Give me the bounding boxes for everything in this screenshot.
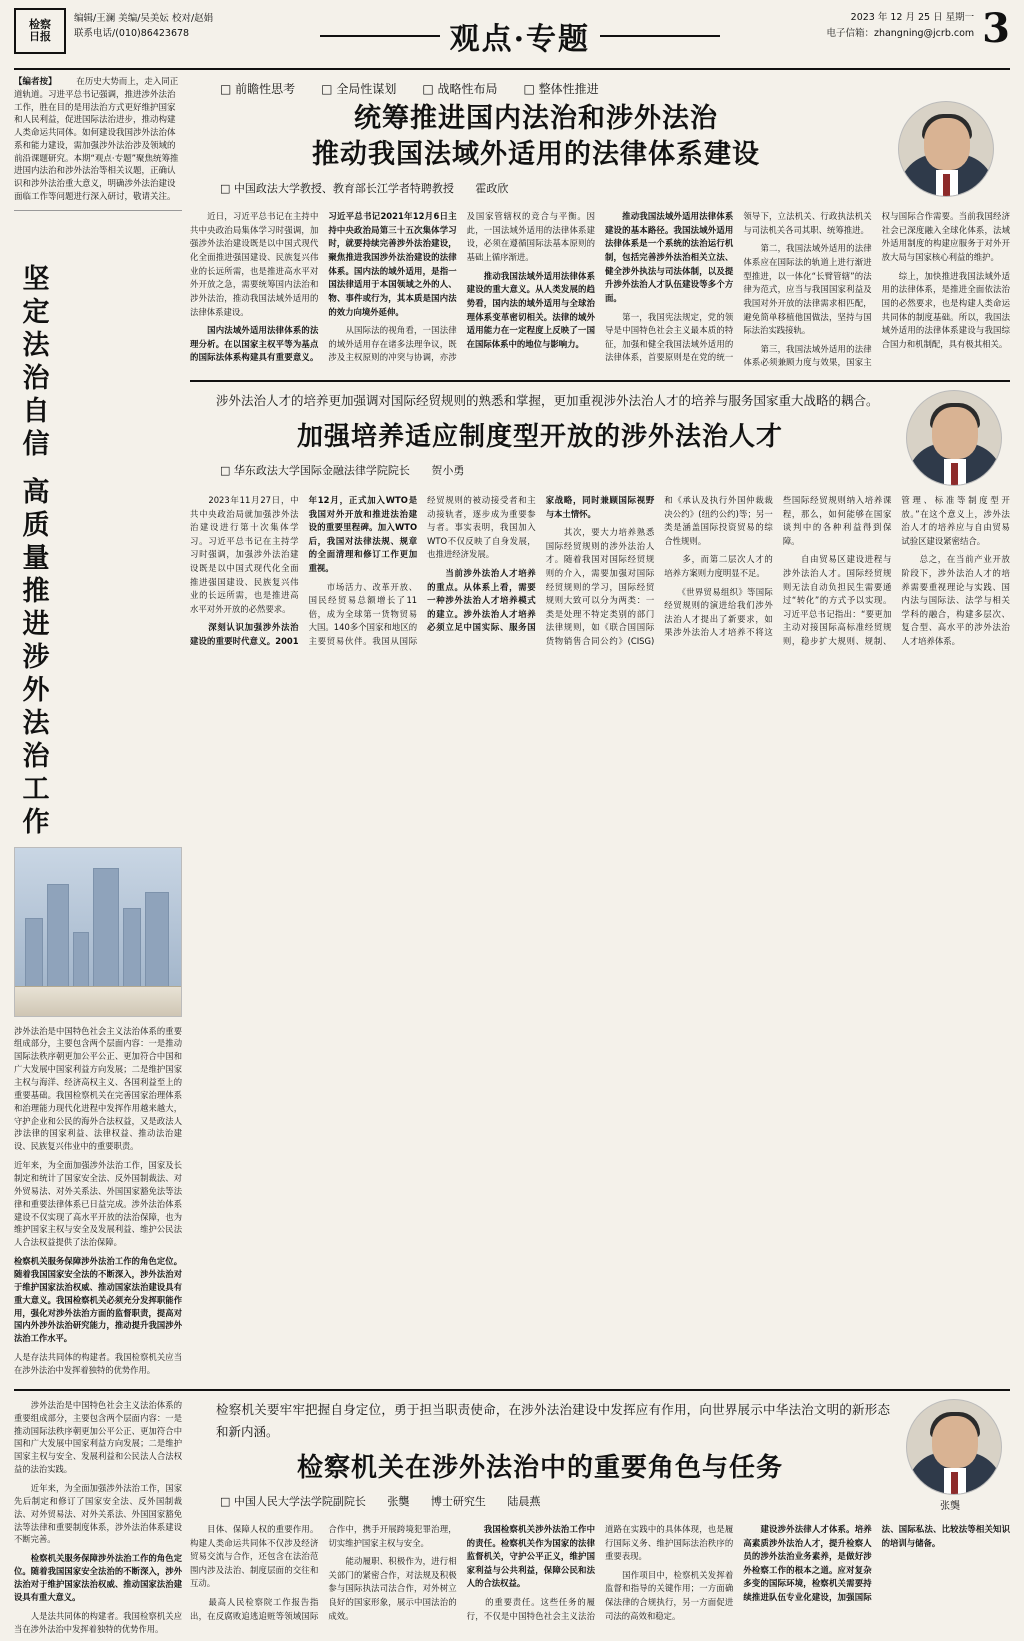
main-articles: [190, 76, 1010, 1383]
article-1-portrait: [898, 101, 994, 197]
article-2-body: [190, 494, 1010, 649]
article-2: [190, 380, 1010, 649]
article-2-p8: 总之，在当前产业开放阶段下，涉外法治人才的培养需要重视理论与实践、国内法与国际法、法学与相关学科的融合，构建多层次、复合型、高水平的涉外法治人才培养体系。: [901, 554, 1010, 647]
article-1-body: [190, 210, 1010, 370]
article-2-portrait-col: [890, 390, 1010, 486]
masthead: [14, 5, 1010, 70]
article-3-p0: 目体、保障人权的重要作用。构建人类命运共同体不仅涉及经济贸易交流与合作，还包含在法治范围内涉及法治、制度层面的交往和互动。: [190, 1523, 319, 1589]
article-3-p6: 建设涉外法律人才体系。培养高素质涉外法治人才，提升检察人员的涉外法治业务素养，是做好涉外检察工作的根本之道。应对复杂多变的国际环境，检察机关需要持续推进队伍专业化建设，加强国际法、国际私法、比较法等相关知识的培训与储备。: [743, 1523, 1010, 1602]
credits-line-2: 联系电话/(010)86423678: [74, 27, 190, 39]
article-1-p1: 国内法域外适用法律体系的法理分析。在以国家主权平等为基点的国际法体系构建具有重要意义。习近平总书记2021年12月6日主持中央政治局第三十五次集体学习时，就要持续完善涉外法治建设，聚焦推进我国涉外法治建设的法律体系。国内法的域外适用，是指一国法律适用于本国领域之外的人、物、事件或行为，其本质是国内法的效力向境外延伸。: [190, 211, 457, 363]
article-2-portrait: [906, 390, 1002, 486]
article-3: [190, 1399, 1010, 1641]
article-3-portrait-col: [890, 1399, 1010, 1512]
article-2-p0: 2023年11月27日，中共中央政治局就加强涉外法治建设进行第十次集体学习。习近平总书记在主持学习时强调，加强涉外法治建设既是以中国式现代化全面推进强国建设、民族复兴伟业的长远所需，也是推进高水平对外开放的必然要求。: [190, 494, 299, 614]
issue-date: 2023 年 12 月 25 日 星期一: [850, 12, 975, 23]
article-3-p4: 的重要责任。这些任务的履行，不仅是中国特色社会主义法治道路在实践中的具体体现，也是履行国际义务、维护国际法治秩序的重要表现。: [466, 1523, 734, 1621]
section-title: 观点·专题: [449, 22, 591, 57]
article-3-author2-role: 博士研究生: [430, 1494, 486, 1508]
staff-credits: [74, 8, 213, 41]
article-1-byline-role: 中国政法大学教授、教育部长江学者特聘教授: [233, 182, 454, 196]
article-2-p6: 《世界贸易组织》等国际经贸规则的演进给我们涉外法治人才提出了新要求，如果涉外法治人才培养不将这些国际经贸规则纳入培养课程，那么，如何能够在国家谈判中的各种利益得到保障。: [664, 494, 892, 638]
article-3-byline: [220, 1493, 890, 1509]
article-1-p8: 综上，加快推进我国法域外适用的法律体系，是推进全面依法治国的必然要求，也是构建人类命运共同体的制度基础。所以，我国法域外适用的法律体系建设与我国综合国力和机制配，具有极其相关。: [881, 270, 1010, 349]
left-lower-p3: 人是存法共同体的构建者。我国检察机关应当在涉外法治中发挥着独特的优势作用。: [14, 1352, 182, 1375]
contact-email: 电子信箱：zhangning@jcrb.com: [826, 28, 975, 40]
article-1-author: 霍政欣: [475, 182, 509, 196]
left-lower-p0: 涉外法治是中国特色社会主义法治体系的重要组成部分，主要包含两个层面内容：一是推动国际法秩序朝更加公平公正、更加符合中国和广大发展中国家利益方向发展；二是维护国家主权与海洋、经济高权主义、各国利益至上的重要基础。我国检察机关在完善国家治理体系和治理能力现代化进程中发挥作用越来越大，守护企业和公民的海外合法权益，又是政法人涉法律的国家利益、法律权益、推动法治建设、民族复兴伟业中的重要职责。: [14, 1025, 182, 1152]
article-3-p1: 最高人民检察院工作报告指出，在反腐败追逃追赃等领域国际合作中，携手开展跨境犯罪治理，切实维护国家主权与安全。: [190, 1523, 457, 1621]
title-rule-right: [600, 35, 720, 37]
bottom-left-p2: 检察机关服务保障涉外法治工作的角色定位。随着我国国家安全法治的不断深入，涉外法治对于维护国家法治权威、推动国家法治建设具有重大意义。: [14, 1553, 182, 1602]
article-2-p4: 其次，要大力培养熟悉国际经贸规则的涉外法治人才。随着我国对国际经贸规则的介入，需要加强对国际经贸规则的学习，国际经贸规则大致可以分为两类：一类是处理不特定类别的部门法律规则，如《联合国国际货物销售合同公约》(CISG)和《承认及执行外国仲裁裁决公约》(纽约公约)等；另一类是涵盖国际投资贸易的综合性规则。: [545, 494, 773, 647]
left-feature-column: [14, 76, 182, 1383]
logo-line-1: 检察: [29, 18, 51, 32]
title-rule-left: [320, 35, 440, 37]
kicker-1: □ 全局性谋划: [321, 80, 396, 97]
page-body: [14, 76, 1010, 1383]
article-3-p2: 能动履职、积极作为，进行相关部门的紧密合作，对法规及积极参与国际执法司法合作，对外树立良好的国家形象，展示中国法治的成效。: [328, 1556, 457, 1621]
article-2-lead: 涉外法治人才的培养更加强调对国际经贸规则的熟悉和掌握，更加重视涉外法治人才的培养与服务国家重大战略的耦合。: [216, 392, 879, 408]
left-lower-text: [14, 1025, 182, 1377]
article-2-byline-role: 华东政法大学国际金融法律学院院长: [233, 464, 410, 478]
bottom-left-p0: 涉外法治是中国特色社会主义法治体系的重要组成部分，主要包含两个层面内容：一是推动国际法秩序朝更加公平公正、更加符合中国和广大发展中国家利益方向发展；二是维护国家主权与安全、发展利益和公民法人合法权益的法治实践。: [14, 1399, 182, 1475]
masthead-right: [826, 5, 1010, 52]
article-2-p1: 深刻认识加强涉外法治建设的重要时代意义。2001年12月，正式加入WTO是我国对外开放和推进法治建设的重要里程碑。加入WTO后，我国对法律法规、规章的全面清理和修订工作更加重视。: [190, 494, 418, 647]
article-1-byline: [220, 180, 882, 196]
newspaper-logo: [14, 8, 66, 54]
article-2-p7: 自由贸易区建设进程与涉外法治人才。国际经贸规则无法自动负担民生需要通过“转化”的方式予以实现。习近平总书记指出：“要更加主动对接国际高标准经贸规则，稳步扩大规则、规制、管理、标准等制度型开放。”在这个意义上，涉外法治人才的培养应与自由贸易试验区建设紧密结合。: [782, 494, 1010, 647]
article-2-headline: 加强培养适应制度型开放的涉外法治人才: [296, 421, 783, 452]
article-3-body: [190, 1523, 1010, 1623]
article-3-head: [190, 1399, 1010, 1515]
kicker-0: □ 前瞻性思考: [220, 80, 295, 97]
bottom-left-column: [14, 1399, 182, 1641]
credits-line-1: 编辑/王澜 美编/吴美妘 校对/赵娟: [74, 13, 214, 24]
article-3-lead: 检察机关要牢牢把握自身定位，勇于担当职责使命，在涉外法治建设中发挥应有作用，向世界展示中华法治文明的新形态和新内涵。: [216, 1401, 890, 1439]
kicker-2: □ 战略性布局: [422, 80, 497, 97]
logo-line-2: 日报: [29, 30, 51, 43]
article-2-p2: 市场活力、改革开放、国民经贸易总额增长了11倍，成为全球第一货物贸易大国。140多个国家和地区的主要贸易伙伴。我国从国际经贸规则的被动接受者和主动接轨者，逐步成为重要参与者。事实表明，我国加入WTO不仅反映了自身发展，也推进经济发展。: [308, 494, 536, 647]
article-2-p5: 多，而第二层次人才的培养方案则力度明显不足。: [664, 554, 773, 578]
bottom-divider: [14, 1389, 1010, 1391]
bottom-left-p1: 近年来，为全面加强涉外法治工作，国家先后制定和修订了国家安全法、反外国制裁法、对外贸易法、对外关系法、外国国家豁免法等法律和重要制度体系，涉外法治体系建设不断完善。: [14, 1483, 182, 1545]
article-1-p4: 推动我国法域外适用法律体系建设的基本路径。我国法域外适用法律体系是一个系统的法治运行机制，包括完善涉外法治相关立法、健全涉外执法与司法体制，以及提升涉外法治人才队伍建设等多个方面。: [604, 211, 734, 303]
article-3-author2: 陆晨燕: [507, 1494, 541, 1508]
article-2-head: [190, 390, 1010, 486]
editor-note-text: 在历史大势而上，走入同正道轨道。习进平总书记强调，推进涉外法治工作，胜在目的是用法治方式更好维护国家和人民利益，促进国际法治进步，推动构建人类命运共同体。如何建设我国涉外法治体系和能力建设，需加强涉外法治涉及领域的前沿课题研究。本期“观点·专题”聚焦统筹推进国内法治和涉外法治等相关议题，正确认识和涉外法治重大意义，明确涉外法治建设面临工作等问题进行深入研讨，敬请关注。: [14, 77, 179, 202]
article-1-kickers: [220, 80, 1010, 97]
left-lower-p1: 近年来，为全面加强涉外法治工作，国家及长制定和统计了国家安全法、反外国制裁法、对外贸易法、对外关系法、外国国家豁免法等法律和重要法律体系已日益完成。涉外法治体系建设不仅实现了高水平开放的法治保障，也为维护国家主权与安全及发展利益、维护公民法人合法权益提供了法治保障。: [14, 1160, 182, 1248]
article-1-p2: 从国际法的视角看，一国法律的域外适用存在诸多法理争议，既涉及主权原则的冲突与协调，亦涉及国家管辖权的竞合与平衡。因此，一国法域外适用的法律体系建设，必须在遵循国际法基本原则的基础上循序渐进。: [328, 211, 595, 363]
article-3-portrait-caption: 张龑: [940, 1500, 960, 1512]
decorative-illustration: [14, 847, 182, 1017]
section-title-block: [213, 8, 826, 58]
article-3-portrait: [906, 1399, 1002, 1495]
article-1-p0: 近日，习近平总书记在主持中共中央政治局集体学习时强调，加强涉外法治建设既是以中国式现代化全面推进强国建设、民族复兴伟业的长远所需，也是推进高水平对外开放之急，需要统筹国内法治和涉外法治，推动我国法域外适用的法律体系建设。: [190, 211, 319, 317]
kicker-3: □ 整体性推进: [524, 80, 599, 97]
article-1: [190, 80, 1010, 370]
article-3-byline-role: 中国人民大学法学院副院长: [233, 1494, 366, 1508]
book-base: [15, 986, 181, 1016]
left-lower-p2: 检察机关服务保障涉外法治工作的角色定位。随着我国国家安全法的不断深入，涉外法治对于维护国家法治权威、推动国家法治建设具有重大意义。我国检察机关必须充分发挥职能作用，强化对涉外法治方面的监督职责，提高对国内外涉外法治研究能力，推动提升我国涉外法治工作水平。: [14, 1256, 182, 1344]
article-1-p6: 第二，我国法域外适用的法律体系应在国际法的轨道上进行渐进型推进，以一体化“长臂管辖”的法律为范式，应当与我国国家利益及我国对外开放的法律需求相匹配，避免简单移植他国做法，坚持与国际法治实践接轨。: [743, 243, 872, 336]
article-1-p5: 第一，我国宪法规定，党的领导是中国特色社会主义最本质的特征，加强和健全我国法域外适用的法律体系，首要原则是在党的统一领导下，立法机关、行政执法机关与司法机关各司其职、统筹推进。: [604, 211, 872, 363]
article-3-author: 张龑: [387, 1494, 410, 1508]
article-1-headline-line-1: 统筹推进国内法治和涉外法治: [354, 103, 718, 134]
article-3-headline: 检察机关在涉外法治中的重要角色与任务: [296, 1452, 783, 1483]
article-1-p7: 第三，我国法域外适用的法律体系必须兼顾力度与效果，国家主权与国际合作需要。当前我国经济社会已深度融入全球化体系，法域外适用制度的构建应服务于对外开放大局与国家核心利益的维护。: [743, 211, 1010, 368]
editor-note-label: 【编者按】: [14, 77, 57, 87]
editor-note: [14, 76, 182, 211]
bottom-section: [14, 1399, 1010, 1641]
article-3-p3: 我国检察机关涉外法治工作中的责任。检察机关作为国家的法律监督机关，守护公平正义，维护国家利益与公共利益，保障公民和法人的合法权益。: [466, 1523, 595, 1589]
page-number: 3: [982, 5, 1010, 52]
article-1-headline-wrap: [190, 101, 1010, 202]
article-3-p5: 国作项目中，检察机关发挥着监督和指导的关键作用；一方面确保法律的合规执行，另一方面促进司法的高效和稳定。: [604, 1569, 734, 1621]
article-2-byline: [220, 462, 890, 478]
article-2-p3: 当前涉外法治人才培养的重点。从体系上看，需要一种涉外法治人才培养模式的建立。涉外法治人才培养必须立足中国实际、服务国家战略，同时兼顾国际视野与本土情怀。: [427, 494, 655, 633]
article-1-p3: 推动我国法域外适用法律体系建设的重大意义。从人类发展的趋势看，国内法的域外适用与全球治理体系变革密切相关。法律的域外适用能力在一定程度上反映了一国在国际体系中的地位与影响力。: [466, 270, 595, 349]
bottom-left-p3: 人是法共同体的构建者。我国检察机关应当在涉外法治中发挥着独特的优势作用。: [14, 1610, 182, 1634]
vertical-headline: 坚定法治自信 高质量推进涉外法治工作: [17, 264, 49, 841]
article-1-headline-line-2: 推动我国法域外适用的法律体系建设: [312, 138, 760, 170]
article-2-author: 贺小勇: [431, 464, 465, 478]
